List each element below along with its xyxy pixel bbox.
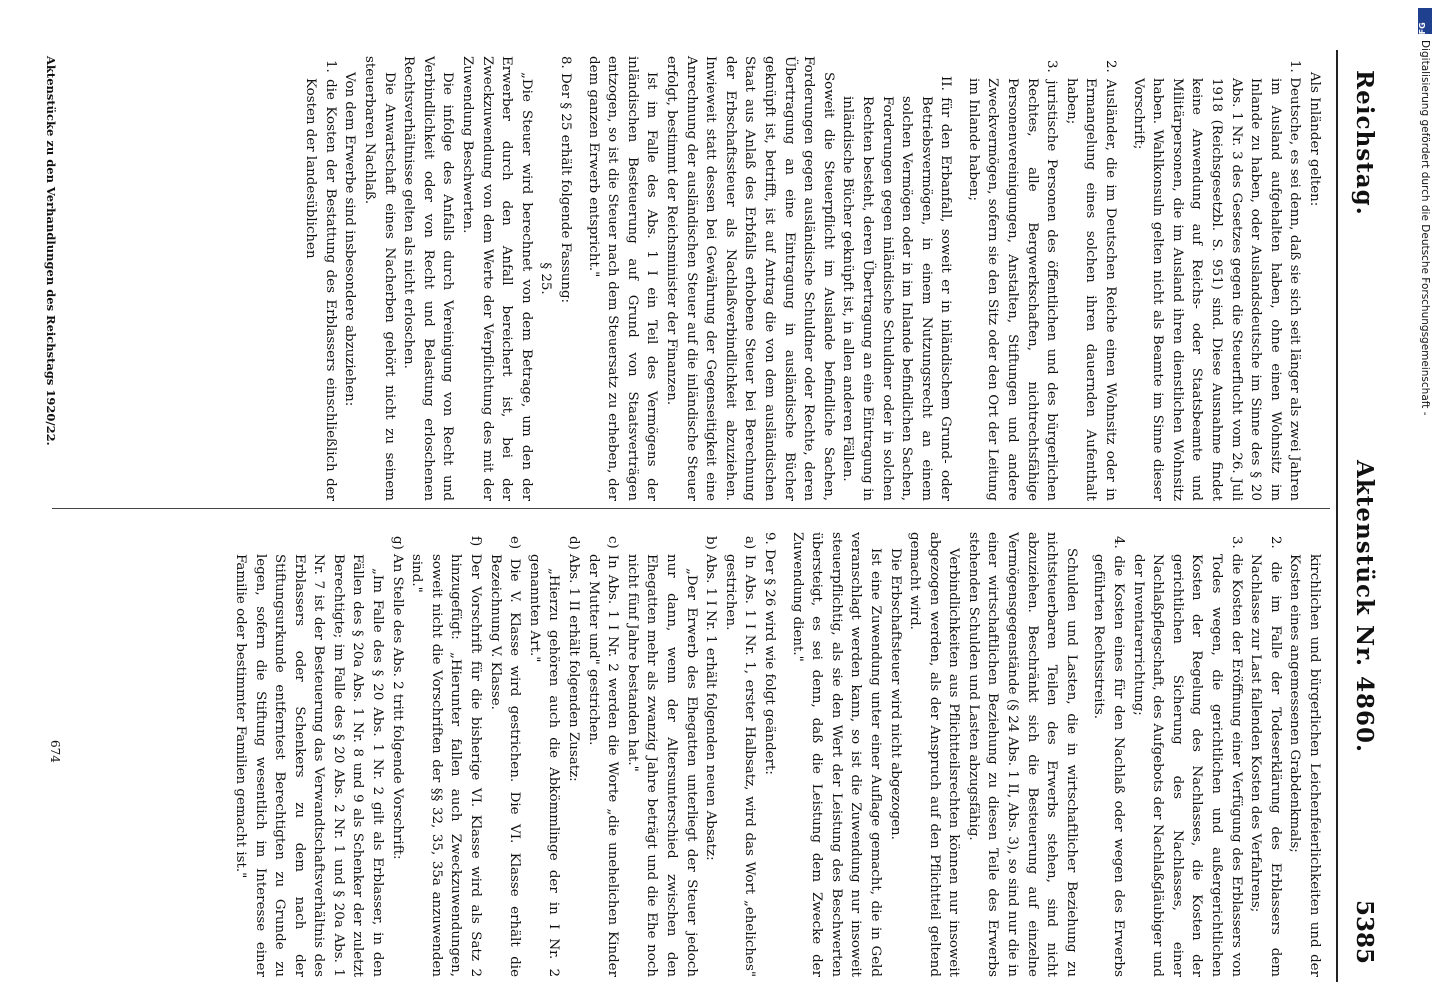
paragraph: 1. die Kosten der Bestattung des Erblassers einschließlich der Kosten der landesüblichen <box>303 60 338 501</box>
section-heading: § 25. <box>538 262 554 295</box>
paragraph: Schulden und Lasten, die in wirtschaftlicher Beziehung zu nichtsteuerbaren Teilen des Erwerbs stehen, sind nicht abzuziehen. Beschränkt sich die Besteuerung auf einzelne Vermögensgegenstände (§ 24 Abs. 1 II, Abs. 3), so sind nur die in einer wirtschaftlichen Beziehung zu diesen Teile des Erwerbs stehenden Schulden und Lasten abzugsfähig. <box>965 532 1079 977</box>
paragraph: „Hierzu gehören auch die Abkömmlinge der in I Nr. 2 genannten Art." <box>526 554 562 977</box>
paragraph: kirchlichen und bürgerlichen Leichenfeierlichkeiten und der Kosten eines angemessenen Grabdenkmals; <box>1287 554 1322 977</box>
header-left: Reichstag. <box>1351 70 1378 216</box>
footer-page-tag: 674 <box>48 740 62 763</box>
paragraph: g) An Stelle des Abs. 2 tritt folgende Vorschrift: <box>389 536 405 860</box>
dfg-logo: DFG <box>1418 8 1432 34</box>
paragraph: Die Anwartschaft eines Nacherben gehört nicht zu seinem steuerbaren Nachlaß. <box>362 56 397 501</box>
paragraph: 9. Der § 26 wird wie folgt geändert: <box>761 532 777 775</box>
paragraph: d) Abs. 1 II erhält folgenden Zusatz: <box>566 536 582 782</box>
footer-source: Aktenstücke zu den Verhandlungen des Reichstags 1920/22. <box>44 56 58 446</box>
paragraph: Soweit die Steuerpflicht im Auslande befindliche Sachen, Forderungen gegen ausländische Schuldner oder Rechte, deren Übertragung an eine Eintragung in ausländische Bücher geknüpft ist, betrifft, ist auf Antrag die von dem ausländischen Staat aus Anlaß des Erbfalls erhobene Steuer bei Berechnung der Erbschaftssteuer als Nachlaßverbindlichkeit abzuziehen. Inwieweit statt dessen bei Gewährung der Gegenseitigkeit eine Anrechnung der ausländischen Steuer auf die inländische Steuer erfolgt, bestimmt der Reichsminister der Finanzen. <box>664 56 836 501</box>
paragraph: 2. Ausländer, die im Deutschen Reiche einen Wohnsitz oder in Ermangelung eines solchen ihren dauernden Aufenthalt haben; <box>1063 60 1119 501</box>
left-column <box>301 56 1324 501</box>
page-number: 5385 <box>1351 899 1378 964</box>
digitization-note <box>1417 6 1433 616</box>
paragraph: 3. juristische Personen des öffentlichen und des bürgerlichen Rechtes, alle Bergwerkschaften, nichtrechtsfähige Personenvereinigungen, Anstalten, Stiftungen und andere Zweckvermögen, sofern sie den Sitz oder den Ort der Leitung im Inlande haben; <box>965 60 1060 501</box>
paragraph: „Der Erwerb des Ehegatten unterliegt der Steuer jedoch nur dann, wenn der Altersunterschied zwischen den Ehegatten mehr als zwanzig Jahre beträgt und die Ehe noch nicht fünf Jahre bestanden hat." <box>624 554 699 977</box>
paragraph: c) In Abs. 1 I Nr. 2 werden die Worte „die unehelichen Kinder der Mutter und" gestrichen. <box>585 536 621 977</box>
paragraph: 2. die im Falle der Todeserklärung des Erblassers dem Nachlasse zur Last fallenden Kosten des Verfahrens; <box>1248 536 1283 977</box>
paragraph: Als Inländer gelten: <box>1307 72 1322 207</box>
paragraph: Die infolge des Anfalls durch Vereinigung von Recht und Verbindlichkeit oder von Recht und Belastung erloschenen Rechtsverhältnisse gelten als nicht erloschen. <box>401 56 456 501</box>
paragraph: e) Die V. Klasse wird gestrichen. Die VI. Klasse erhält die Bezeichnung V. Klasse. <box>487 536 523 977</box>
paragraph: f) Der Vorschrift für die bisherige VI. Klasse wird als Satz 2 hinzugefügt: „Hierunter fallen auch Zweckzuwendungen, soweit nicht die Vorschriften der §§ 32, 35, 35a anzuwenden sind." <box>409 536 484 977</box>
paragraph: Ist im Falle des Abs. 1 I ein Teil des Vermögens der inländischen Besteuerung auf Grund von Staatsverträgen entzogen, so ist die Steuer nach dem Steuersatz zu erheben, der dem ganzen Erwerb entspricht." <box>585 56 660 501</box>
header-title: Aktenstück Nr. 4860. <box>1351 460 1378 754</box>
paragraph: II. für den Erbanfall, soweit er in inländischem Grund- oder Betriebsvermögen, in einem Nutzungsrecht an einem solchen Vermögen oder in im Inlande befindlichen Sachen, Forderungen gegen inländische Schuldner oder in solchen Rechten besteht, deren Übertragung an eine Eintragung in inländische Bücher geknüpft ist, in allen anderen Fällen. <box>840 76 954 501</box>
paragraph: „Im Falle des § 20 Abs. 1 Nr. 2 gilt als Erblasser, in den Fällen des § 20a Abs. 1 Nr. 8 und 9 als Schenker der zuletzt Berechtigte; im Falle des § 20 Abs. 2 Nr. 1 und § 20a Abs. 1 Nr. 7 ist der Besteuerung das Verwandtschaftsverhältnis des Erblassers oder Schenkers zu dem nach der Stiftungsurkunde entferntest Berechtigten zu Grunde zu legen, sofern die Stiftung wesentlich im Interesse einer Familie oder bestimmter Familien gemacht ist." <box>232 554 386 977</box>
paragraph: 3. die Kosten der Eröffnung einer Verfügung des Erblassers von Todes wegen, die gerichtlichen und außergerichtlichen Kosten der Regelung des Nachlasses, die Kosten der gerichtlichen Sicherung des Nachlasses, einer Nachlaßpflegschaft, des Aufgebots der Nachlaßgläubiger und der Inventarerrichtung; <box>1130 536 1244 977</box>
paragraph: a) In Abs. 1 I Nr. 1, erster Halbsatz, wird das Wort „eheliches" gestrichen. <box>722 536 758 977</box>
paragraph: b) Abs. 1 I Nr. 1 erhält folgenden neuen Absatz: <box>703 536 719 861</box>
paragraph: Ist eine Zuwendung unter einer Auflage gemacht, die in Geld veranschlagt werden kann, so ist die Zuwendung nur insoweit steuerpflichtig, als sie den Wert der Leistung des Beschwerten übersteigt, es sei denn, daß die Leistung dem Zwecke der Zuwendung dient." <box>789 532 883 977</box>
paragraph: 1. Deutsche, es sei denn, daß sie sich seit länger als zwei Jahren im Ausland aufgehalten haben, ohne einen Wohnsitz im Inlande zu haben, oder Auslandsdeutsche im Sinne des § 20 Abs. 1 Nr. 3 des Gesetzes gegen die Steuerflucht vom 26. Juli 1918 (Reichsgesetzbl. S. 951) sind. Diese Ausnahme findet keine Anwendung auf Reichs- oder Staatsbeamte und Militärpersonen, die im Ausland ihren dienstlichen Wohnsitz haben. Wahlkonsuln gelten nicht als Beamte im Sinne dieser Vorschrift; <box>1130 60 1303 501</box>
column-divider <box>52 508 1330 509</box>
paragraph: 4. die Kosten eines für den Nachlaß oder wegen des Erwerbs geführten Rechtsstreits. <box>1091 536 1127 977</box>
right-column <box>230 532 1324 977</box>
digitization-text: Digitalisierung gefördert durch die Deutsche Forschungsgemeinschaft - <box>1419 40 1431 416</box>
paragraph: Von dem Erwerbe sind insbesondere abzuziehen: <box>342 72 358 407</box>
page-header <box>1338 0 1378 1000</box>
paragraph: Die Erbschaftsteuer wird nicht abgezogen. <box>887 548 903 840</box>
paragraph: Verbindlichkeiten aus Pflichtteilsrechten können nur insoweit abgezogen werden, als der Anspruch auf den Pflichtteil geltend gemacht wird. <box>907 532 962 977</box>
paragraph: 8. Der § 25 erhält folgende Fassung: <box>558 56 574 304</box>
paragraph: „Die Steuer wird berechnet von dem Betrage, um den der Erwerber durch den Anfall bereichert ist, bei der Zweckzuwendung von dem Werte der Verpflichtung des mit der Zuwendung Beschwerten. <box>460 56 534 501</box>
header-rule <box>1336 50 1338 982</box>
